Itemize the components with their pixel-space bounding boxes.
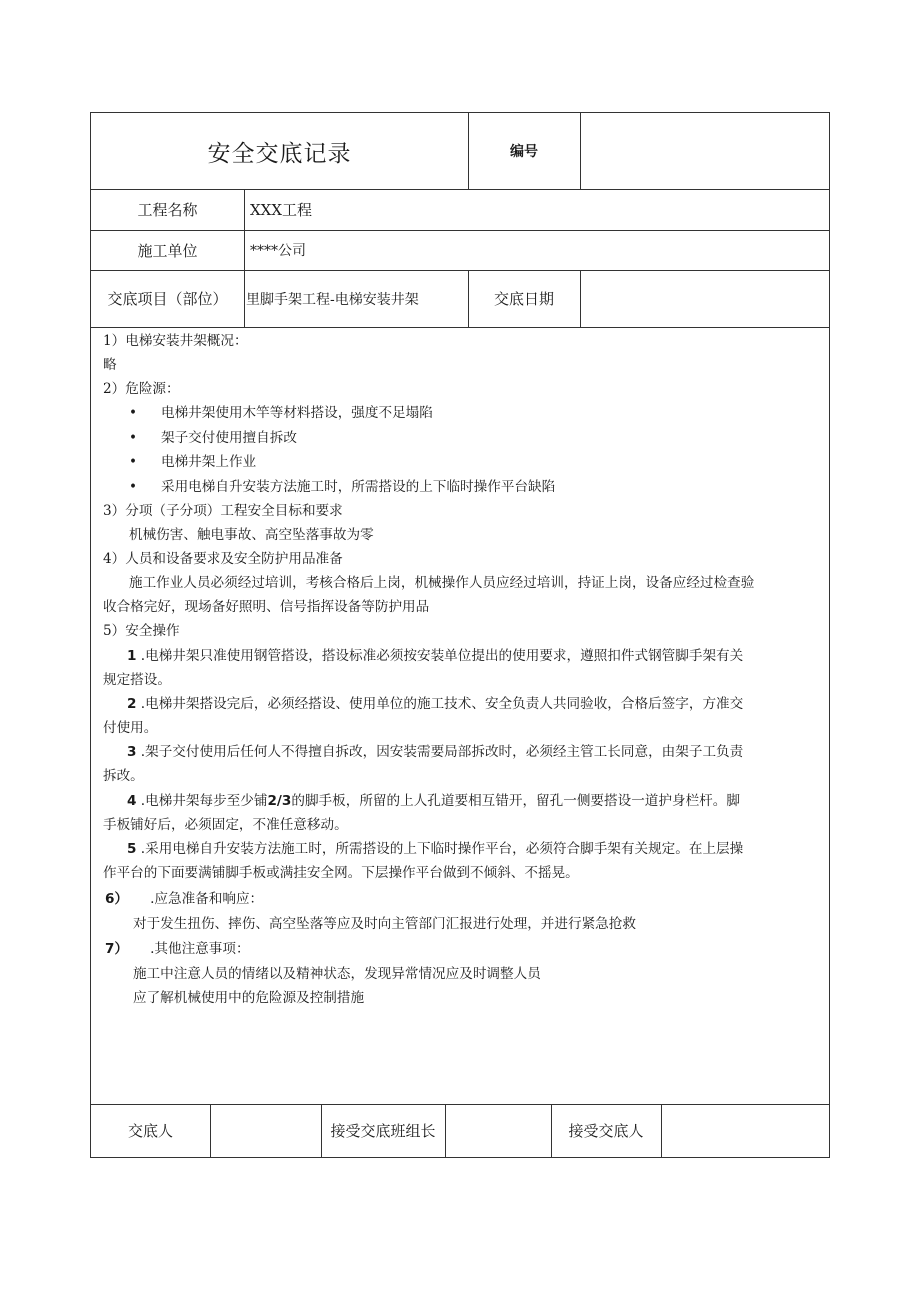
section-2-title: 2）危险源：: [103, 381, 180, 397]
project-name-label: 工程名称: [137, 201, 198, 219]
operation-item-1: [127, 644, 743, 668]
operation-item-2: [127, 692, 743, 716]
operation-item-4: [127, 789, 740, 813]
hazard-item: 电梯井架上作业: [161, 454, 257, 470]
operation-item-1-cont: 规定搭设。: [103, 672, 171, 688]
bullet-icon: •: [129, 479, 138, 495]
date-field[interactable]: [580, 270, 829, 327]
contractor-value[interactable]: ****公司: [250, 243, 306, 259]
section-4-line: 收合格完好，现场备好照明、信号指挥设备等防护用品: [103, 599, 430, 615]
item-number: 4: [127, 793, 137, 809]
number-label: 编号: [510, 144, 538, 160]
operation-item-5: [127, 837, 743, 861]
number-field[interactable]: [580, 113, 829, 189]
row-divider: [91, 327, 829, 328]
section-3-body: 机械伤害、触电事故、高空坠落事故为零: [129, 527, 374, 543]
section-1-title: [103, 329, 248, 353]
bullet-icon: •: [129, 405, 138, 421]
section-7-title: [105, 937, 250, 961]
item-text: .架子交付使用后任何人不得擅自拆改，因安装需要局部拆改时，必须经主管工长同意，由架子工负责: [140, 744, 744, 760]
hazard-item: 采用电梯自升安装方法施工时，所需搭设的上下临时操作平台缺陷: [161, 479, 556, 495]
project-name-text: XXX工程: [250, 201, 313, 219]
operation-item-4-cont: 手板铺好后，必须固定，不准任意移动。: [103, 817, 348, 833]
bullet-icon: •: [129, 454, 138, 470]
section-6-body: 对于发生扭伤、摔伤、高空坠落等应及时向主管部门汇报进行处理，并进行紧急抢救: [133, 916, 636, 932]
date-label: 交底日期: [493, 290, 554, 308]
leader-label: 接受交底班组长: [330, 1122, 436, 1140]
discloser-label: 交底人: [127, 1122, 173, 1140]
item-text: .采用电梯自升安装方法施工时，所需搭设的上下临时操作平台，必须符合脚手架有关规定。在上层操: [140, 841, 744, 857]
receiver-field[interactable]: [661, 1104, 829, 1157]
item-number: 5: [127, 841, 137, 857]
section-7-line: 应了解机械使用中的危险源及控制措施: [133, 990, 365, 1006]
item-value[interactable]: 里脚手架工程-电梯安装井架: [246, 291, 419, 308]
section-7-title-text: .其他注意事项：: [150, 941, 250, 957]
operation-item-3: [127, 740, 743, 764]
section-1-body: 略: [103, 357, 117, 373]
hazard-item: 电梯井架使用木竿等材料搭设，强度不足塌陷: [161, 405, 433, 421]
item-text: .电梯井架每步至少铺: [140, 793, 268, 809]
section-number: 6）: [105, 891, 129, 907]
section-4-title: 4）人员和设备要求及安全防护用品准备: [103, 551, 343, 567]
contractor-label: 施工单位: [137, 241, 198, 260]
section-4-line: 施工作业人员必须经过培训，考核合格后上岗，机械操作人员应经过培训，持证上岗，设备应经过检查验: [129, 575, 755, 591]
safety-disclosure-form: [90, 112, 830, 1158]
bullet-icon: •: [129, 430, 138, 446]
receiver-label: 接受交底人: [568, 1122, 644, 1140]
operation-item-3-cont: 拆改。: [103, 768, 144, 784]
form-title: 安全交底记录: [207, 140, 352, 167]
section-number: 7）: [105, 941, 129, 957]
item-text-bold: 2/3: [267, 793, 292, 809]
item-number: 1: [127, 648, 137, 664]
item-text: .电梯井架搭设完后，必须经搭设、使用单位的施工技术、安全负责人共同验收，合格后签字，方准交: [140, 696, 744, 712]
item-number: 2: [127, 696, 137, 712]
leader-field[interactable]: [445, 1104, 551, 1157]
item-number: 3: [127, 744, 137, 760]
item-text: 的脚手板，所留的上人孔道要相互错开，留孔一侧要搭设一道护身栏杆。脚: [291, 793, 740, 809]
item-text: .电梯井架只准使用钢管搭设，搭设标准必须按安装单位提出的使用要求，遵照扣件式钢管脚手架有关: [140, 648, 744, 664]
section-7-line: 施工中注意人员的情绪以及精神状态，发现异常情况应及时调整人员: [133, 966, 541, 982]
hazard-item: 架子交付使用擅自拆改: [161, 430, 297, 446]
section-6-title-text: .应急准备和响应：: [150, 891, 264, 907]
operation-item-2-cont: 付使用。: [103, 720, 158, 736]
section-1-title-text: 1）电梯安装井架概况：: [103, 333, 248, 349]
item-label: 交底项目（部位）: [107, 290, 228, 308]
operation-item-5-cont: 作平台的下面要满铺脚手板或满挂安全网。下层操作平台做到不倾斜、不摇晃。: [103, 865, 579, 881]
section-6-title: [105, 887, 263, 911]
project-name-value[interactable]: [244, 189, 829, 230]
section-5-title: 5）安全操作: [103, 623, 180, 639]
section-3-title: 3）分项（子分项）工程安全目标和要求: [103, 503, 343, 519]
discloser-field[interactable]: [210, 1104, 321, 1157]
